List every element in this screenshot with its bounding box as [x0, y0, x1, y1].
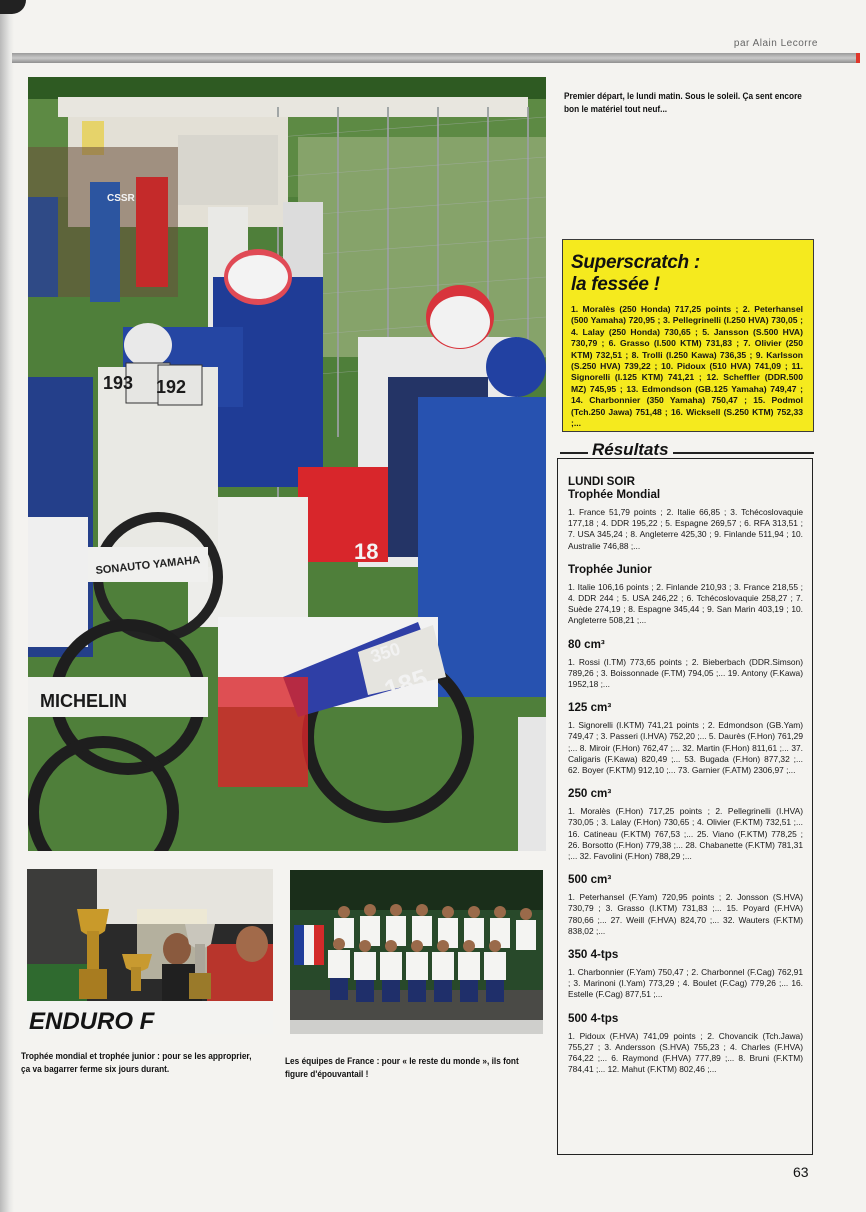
section-title: 350 4-tps: [568, 948, 619, 962]
section-text: 1. Pidoux (F.HVA) 741,09 points ; 2. Chovancik (Tch.Jawa) 755,27 ; 3. Andersson (S.HVA) 755,23 ; 4. Charles (F.HVA) 764,22 ;... 6. Raymond (F.HVA) 777,89 ;... 8. Bruni (F.KTM) 784,41 ;... 12. Mahut (F.KTM) 802,46 ;...: [568, 1030, 803, 1075]
section-text: 1. Rossi (I.TM) 773,65 points ; 2. Bieberbach (DDR.Simson) 789,26 ; 3. Boissonnade (F.TM) 794,05 ;... 19. Antony (F.Kawa) 1952,18 ;...: [568, 656, 803, 690]
section-title: Trophée Junior: [568, 562, 652, 576]
results-section: [568, 638, 803, 691]
byline: par Alain Lecorre: [733, 38, 818, 49]
cssr-text: CSSR: [107, 193, 135, 204]
results-heading: [560, 440, 814, 460]
plate-193: 193: [103, 373, 134, 393]
section-title: 500 cm³: [568, 873, 612, 887]
section-text: 1. Italie 106,16 points ; 2. Finlande 210,93 ; 3. France 218,55 ; 4. DDR 244 ; 5. USA 246,22 ; 6. Tchécoslovaquie 258,27 ; 7. Suède 274,19 ; 8. Espagne 345,44 ; 9. San Marin 403,19 ; 10. Angleterre 508,21 ;...: [568, 581, 803, 626]
main-photo: [28, 77, 546, 851]
header-rule-accent: [856, 53, 860, 63]
section-title: 500 4-tps: [568, 1011, 619, 1025]
results-section: [568, 563, 803, 627]
section-subtitle: Trophée Mondial: [568, 488, 661, 501]
trophies-photo: [27, 869, 273, 1034]
superscratch-box: [562, 239, 814, 432]
results-section: [568, 873, 803, 937]
corner-shadow: [0, 0, 26, 14]
results-section: [568, 701, 803, 776]
results-section: [568, 1012, 803, 1076]
page-number: 63: [793, 1164, 809, 1180]
sonauto-decal: SONAUTO YAMAHA: [95, 554, 201, 577]
section-text: 1. Signorelli (I.KTM) 741,21 points ; 2. Edmondson (GB.Yam) 749,47 ; 3. Passeri (I.HVA) 752,20 ;... 5. Daurès (F.Hon) 761,29 ;... 8. Miroir (F.Hon) 762,47 ;... 32. Martin (F.Hon) 811,61 ;... 37. Caligaris (F.Kawa) 820,49 ;... 53. Bugada (F.Hon) 877,32 ;... 62. Boyer (F.KTM) 912,10 ;... 73. Garnier (F.ATM) 2306,97 ;...: [568, 720, 803, 776]
results-section: [568, 948, 803, 1001]
caption-teams: Les équipes de France : pour « le reste du monde », ils font figure d'épouvantail !: [285, 1056, 519, 1079]
plate-192: 192: [156, 377, 187, 397]
enduro-banner-text: ENDURO F: [29, 1008, 155, 1034]
plate-350: 350: [368, 638, 403, 667]
caption-trophies: Trophée mondial et trophée junior : pour se les approprier, ça va bagarrer ferme six jours durant.: [21, 1051, 252, 1074]
results-heading-label: Résultats: [588, 440, 673, 460]
section-title: 250 cm³: [568, 787, 612, 801]
caption-top-right: Premier départ, le lundi matin. Sous le soleil. Ça sent encore bon le matériel tout neuf...: [564, 91, 802, 114]
michelin-decal: MICHELIN: [40, 691, 127, 711]
section-text: 1. France 51,79 points ; 2. Italie 66,85 ; 3. Tchécoslovaquie 177,18 ; 4. DDR 195,22 ; 5. Espagne 269,57 ; 6. RFA 313,51 ; 7. USA 345,24 ; 8. Angleterre 425,30 ; 9. Finlande 511,94 ; 10. Australie 746,88 ;...: [568, 507, 803, 551]
superscratch-title: [571, 252, 803, 296]
results-section: [568, 787, 803, 862]
superscratch-title-line2: la fessée !: [571, 274, 660, 295]
results-box: [557, 458, 813, 1155]
section-text: 1. Moralès (F.Hon) 717,25 points ; 2. Pellegrinelli (I.HVA) 730,05 ; 3. Lalay (F.Hon) 730,65 ; 4. Olivier (F.KTM) 732,51 ;... 16. Catineau (F.KTM) 767,53 ;... 25. Viano (F.KTM) 778,25 ; 26. Borsotto (F.Hon) 779,38 ;... 28. Chabanette (F.KTM) 781,31 ;... 32. Favolini (F.Hon) 788,29 ;...: [568, 806, 803, 862]
teams-photo: [290, 870, 543, 1034]
section-title: 125 cm³: [568, 701, 612, 715]
superscratch-title-line1: Superscratch :: [571, 252, 700, 273]
section-title: 80 cm³: [568, 637, 605, 651]
results-section: [568, 475, 803, 552]
section-title: LUNDI SOIR: [568, 475, 635, 488]
plate-18: 18: [354, 539, 379, 564]
plate-185: 185: [380, 662, 432, 705]
superscratch-body: 1. Moralès (250 Honda) 717,25 points ; 2. Peterhansel (500 Yamaha) 720,95 ; 3. Pellegrinelli (I.250 HVA) 730,05 ; 4. Lalay (250 Honda) 730,65 ; 5. Jansson (S.500 HVA) 730,79 ; 6. Grasso (I.500 KTM) 731,83 ; 7. Olivier (250 KTM) 732,51 ; 8. Trolli (I.250 Kawa) 736,35 ; 9. Karlsson (S.250 HVA) 739,22 ; 10. Pidoux (510 HVA) 741,09 ; 11. Signorelli (I.125 KTM) 741,21 ; 12. Scheffler (DDR.500 MZ) 745,95 ; 13. Edmondson (GB.125 Yamaha) 749,47 ; 14. Charbonnier (350 Yamaha) 750,47 ; 15. Podmol (Tch.250 Jawa) 751,48 ; 16. Wicksell (S.250 KTM) 752,33 ;...: [571, 304, 803, 429]
section-text: 1. Peterhansel (F.Yam) 720,95 points ; 2. Jonsson (S.HVA) 730,79 ; 3. Grasso (I.KTM) 731,83 ;... 15. Poyard (F.HVA) 780,66 ;... 27. Weill (F.HVA) 824,70 ;... 32. Wauters (F.KTM) 838,02 ;...: [568, 892, 803, 936]
page-spine: [0, 0, 14, 1212]
section-text: 1. Charbonnier (F.Yam) 750,47 ; 2. Charbonnel (F.Cag) 762,91 ; 3. Marinoni (I.Yam) 773,29 ; 4. Boulet (F.Cag) 779,26 ;... 16. Estelle (F.Cag) 877,51 ;...: [568, 967, 803, 1000]
header-rule: [12, 53, 858, 63]
